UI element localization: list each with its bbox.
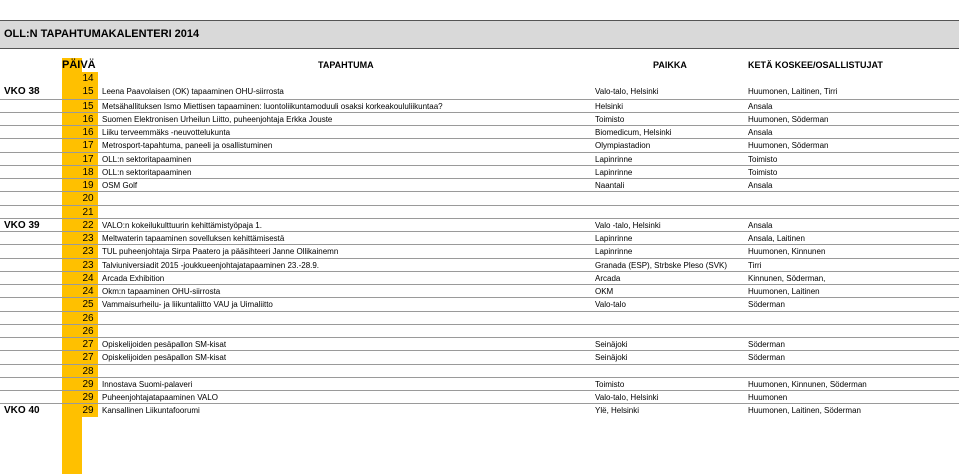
event-cell: Leena Paavolaisen (OK) tapaaminen OHU-siirrosta — [102, 87, 284, 97]
table-row — [0, 403, 959, 416]
header-participants: KETÄ KOSKEE/OSALLISTUJAT — [748, 60, 883, 70]
event-cell: VALO:n kokeilukulttuurin kehittämistyöpaja 1. — [102, 220, 262, 230]
place-cell: Valo-talo, Helsinki — [595, 393, 659, 402]
day-cell: 22 — [78, 219, 98, 231]
day-cell: 25 — [78, 298, 98, 310]
table-row — [0, 258, 959, 271]
event-cell: OLL:n sektoritapaaminen — [102, 154, 192, 164]
participants-cell: Söderman — [748, 353, 785, 363]
event-cell: Vammaisurheilu- ja liikuntaliitto VAU ja Uimaliitto — [102, 300, 273, 310]
participants-cell: Ansala — [748, 181, 773, 190]
participants-cell: Huumonen, Laitinen, Tirri — [748, 87, 838, 97]
table-row — [0, 231, 959, 244]
participants-cell: Ansala — [748, 220, 773, 230]
table-row — [0, 72, 959, 85]
event-cell: Arcada Exhibition — [102, 273, 165, 283]
day-cell: 23 — [78, 232, 98, 244]
day-cell: 27 — [78, 351, 98, 363]
participants-cell: Ansala — [748, 128, 773, 137]
place-cell: Helsinki — [595, 101, 624, 111]
day-cell: 26 — [78, 312, 98, 324]
day-cell: 24 — [78, 272, 98, 284]
place-cell: Lapinrinne — [595, 154, 633, 164]
table-row — [0, 191, 959, 204]
table-row — [0, 138, 959, 151]
place-cell: Granada (ESP), Strbske Pleso (SVK) — [595, 260, 728, 270]
page-title: OLL:N TAPAHTUMAKALENTERI 2014 — [0, 20, 959, 49]
table-row — [0, 99, 959, 112]
table-row — [0, 152, 959, 165]
participants-cell: Tirri — [748, 260, 762, 270]
participants-cell: Toimisto — [748, 154, 778, 164]
place-cell: Naantali — [595, 181, 625, 190]
participants-cell: Toimisto — [748, 167, 778, 177]
participants-cell: Huumonen, Laitinen, Söderman — [748, 406, 861, 416]
place-cell: Biomedicum, Helsinki — [595, 128, 672, 137]
week-cell: VKO 39 — [4, 219, 40, 231]
participants-cell: Huumonen — [748, 393, 788, 402]
day-cell: 23 — [78, 245, 98, 257]
event-cell: Opiskelijoiden pesäpallon SM-kisat — [102, 340, 227, 349]
day-cell: 18 — [78, 166, 98, 178]
place-cell: Valo-talo, Helsinki — [595, 87, 659, 97]
place-cell: Toimisto — [595, 114, 625, 124]
header-event: TAPAHTUMA — [318, 60, 374, 70]
event-cell: Metrosport-tapahtuma, paneeli ja osallistuminen — [102, 141, 273, 151]
day-cell: 29 — [78, 404, 98, 416]
event-cell: Kansallinen Liikuntafoorumi — [102, 406, 200, 416]
place-cell: Lapinrinne — [595, 167, 633, 177]
day-cell: 21 — [78, 206, 98, 218]
week-cell: VKO 38 — [4, 86, 40, 98]
place-cell: Lapinrinne — [595, 247, 633, 257]
table-row — [0, 165, 959, 178]
table-row — [0, 85, 959, 98]
participants-cell: Huumonen, Kinnunen — [748, 247, 826, 257]
event-cell: OSM Golf — [102, 181, 138, 190]
table-row — [0, 364, 959, 377]
table-row — [0, 311, 959, 324]
place-cell: Arcada — [595, 273, 621, 283]
participants-cell: Huumonen, Söderman — [748, 114, 829, 124]
table-row — [0, 112, 959, 125]
day-cell: 27 — [78, 338, 98, 350]
event-cell: TUL puheenjohtaja Sirpa Paatero ja pääsihteeri Janne Ollikainemn — [102, 247, 339, 257]
participants-cell: Huumonen, Kinnunen, Söderman — [748, 379, 867, 389]
table-row — [0, 337, 959, 350]
participants-cell: Ansala, Laitinen — [748, 234, 805, 243]
day-cell: 15 — [78, 100, 98, 112]
participants-cell: Söderman — [748, 300, 785, 310]
day-cell: 14 — [78, 72, 98, 85]
participants-cell: Söderman — [748, 340, 785, 349]
event-cell: Liiku terveemmäks -neuvottelukunta — [102, 128, 231, 137]
event-cell: Opiskelijoiden pesäpallon SM-kisat — [102, 353, 227, 363]
table-row — [0, 205, 959, 218]
table-row — [0, 390, 959, 403]
place-cell: Valo -talo, Helsinki — [595, 220, 661, 230]
table-row — [0, 324, 959, 337]
participants-cell: Kinnunen, Söderman, — [748, 273, 826, 283]
table-row — [0, 244, 959, 257]
day-cell: 15 — [78, 85, 98, 98]
table-row — [0, 125, 959, 138]
event-cell: Okm:n tapaaminen OHU-siirrosta — [102, 287, 221, 296]
day-cell: 24 — [78, 285, 98, 297]
header-day: PÄIVÄ — [62, 58, 82, 474]
participants-cell: Huumonen, Laitinen — [748, 287, 820, 296]
table-row — [0, 284, 959, 297]
table-row — [0, 218, 959, 231]
event-cell: OLL:n sektoritapaaminen — [102, 167, 192, 177]
place-cell: Toimisto — [595, 379, 625, 389]
participants-cell: Huumonen, Söderman — [748, 141, 829, 151]
event-cell: Talviuniversiadit 2015 -joukkueenjohtajatapaaminen 23.-28.9. — [102, 260, 320, 270]
table-row — [0, 377, 959, 390]
place-cell: Olympiastadion — [595, 141, 651, 151]
event-cell: Puheenjohtajatapaaminen VALO — [102, 393, 218, 402]
day-cell: 29 — [78, 391, 98, 403]
day-cell: 17 — [78, 139, 98, 151]
place-cell: OKM — [595, 287, 614, 296]
place-cell: Valo-talo — [595, 300, 626, 310]
day-cell: 17 — [78, 153, 98, 165]
event-cell: Meltwaterin tapaaminen sovelluksen kehittämisestä — [102, 234, 285, 243]
day-cell: 19 — [78, 179, 98, 191]
place-cell: Seinäjoki — [595, 340, 628, 349]
place-cell: Lapinrinne — [595, 234, 633, 243]
day-cell: 26 — [78, 325, 98, 337]
event-cell: Metsähallituksen Ismo Miettisen tapaaminen: luontoliikuntamoduuli osaksi korkeakoululiikuntaa? — [102, 101, 443, 111]
day-cell: 28 — [78, 365, 98, 377]
event-cell: Suomen Elektronisen Urheilun Liitto, puheenjohtaja Erkka Jouste — [102, 114, 333, 124]
day-cell: 20 — [78, 192, 98, 204]
day-cell: 29 — [78, 378, 98, 390]
place-cell: Ylë, Helsinki — [595, 406, 640, 416]
week-cell: VKO 40 — [4, 405, 40, 417]
place-cell: Seinäjoki — [595, 353, 628, 363]
table-row — [0, 178, 959, 191]
participants-cell: Ansala — [748, 101, 773, 111]
header-place: PAIKKA — [653, 60, 687, 70]
table-row — [0, 271, 959, 284]
event-cell: Innostava Suomi-palaveri — [102, 379, 193, 389]
day-cell: 16 — [78, 113, 98, 125]
table-row — [0, 297, 959, 310]
day-cell: 16 — [78, 126, 98, 138]
day-cell: 23 — [78, 259, 98, 271]
table-row — [0, 350, 959, 363]
